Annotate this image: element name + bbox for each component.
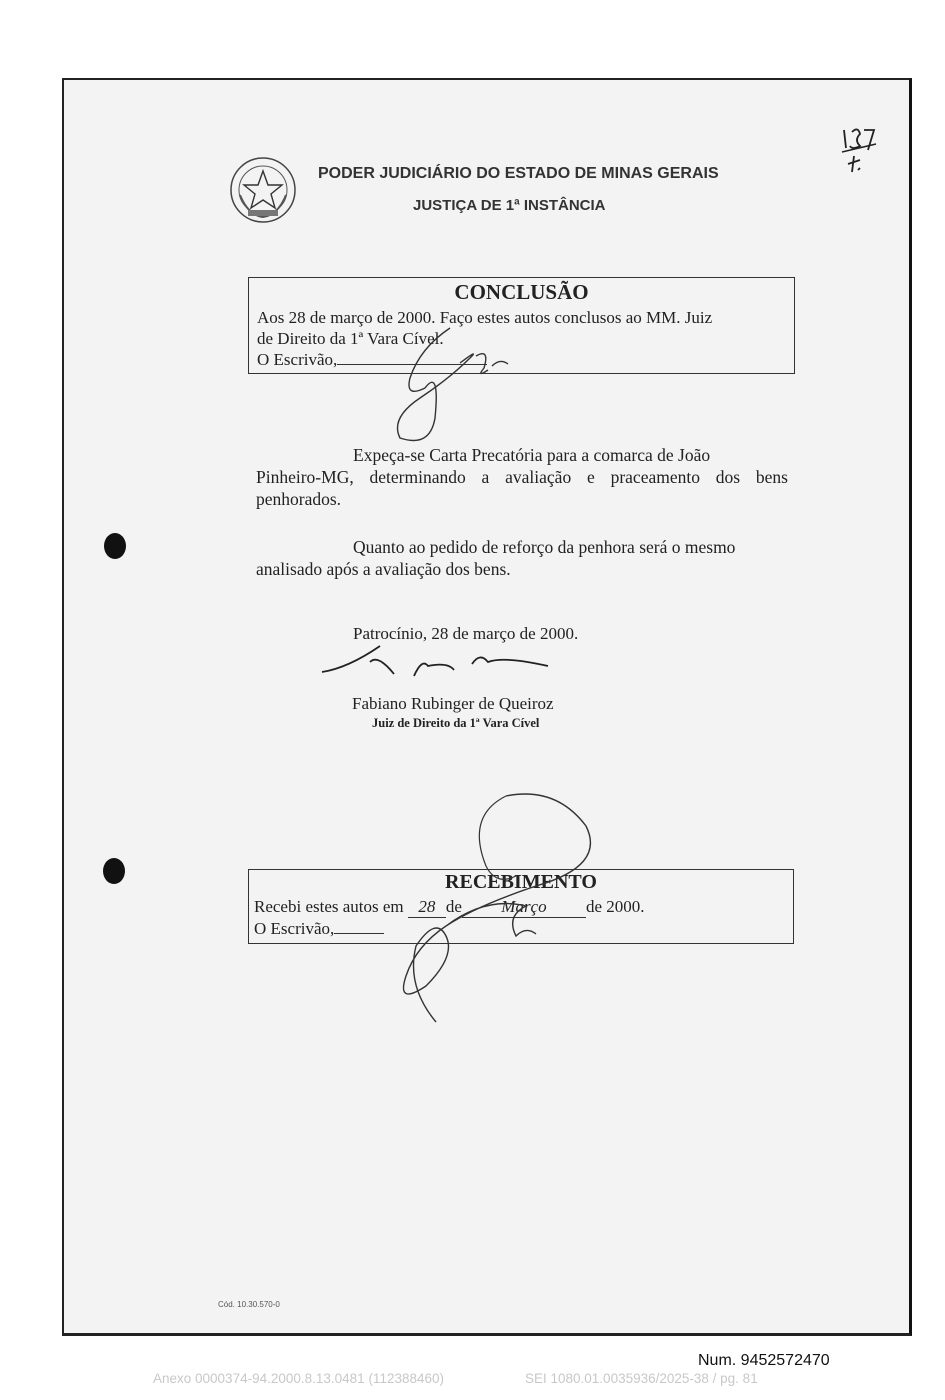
header-instance: JUSTIÇA DE 1ª INSTÂNCIA: [413, 197, 606, 214]
order-paragraph-1: Expeça-se Carta Precatória para a comarca de João Pinheiro-MG, determinando a avaliação e praceamento dos bens penhorados.: [256, 445, 788, 509]
conclusao-title: CONCLUSÃO: [454, 280, 589, 304]
signature-line: [334, 933, 384, 934]
signature-line: [337, 364, 487, 365]
form-code: Cód. 10.30.570-0: [218, 1300, 280, 1309]
judge-name: Fabiano Rubinger de Queiroz: [352, 694, 554, 713]
recebimento-escrivao: O Escrivão,: [254, 919, 384, 939]
conclusao-escrivao: O Escrivão,: [257, 350, 487, 370]
punch-hole-upper: [104, 533, 126, 559]
document-number: Num. 9452572470: [698, 1352, 830, 1369]
recebimento-line-1: Recebi estes autos em 28 de Março de 2000.: [254, 897, 645, 916]
order-paragraph-2: Quanto ao pedido de reforço da penhora será o mesmo analisado após a avaliação dos bens.: [256, 537, 736, 579]
place-and-date: Patrocínio, 28 de março de 2000.: [353, 624, 579, 643]
received-month: Março: [462, 897, 586, 918]
footer-sei: SEI 1080.01.0035936/2025-38 / pg. 81: [525, 1371, 758, 1386]
recebimento-title: RECEBIMENTO: [445, 871, 597, 893]
received-day: 28: [408, 897, 446, 918]
conclusao-box: [248, 277, 795, 374]
handwritten-page-number: [838, 120, 888, 180]
coat-of-arms-seal: [228, 155, 298, 225]
judge-role: Juiz de Direito da 1ª Vara Cível: [372, 716, 540, 730]
conclusao-line-2: de Direito da 1ª Vara Cível.: [257, 329, 444, 348]
recebimento-box: [248, 869, 794, 944]
punch-hole-lower: [103, 858, 125, 884]
conclusao-line-1: Aos 28 de março de 2000. Faço estes autos conclusos ao MM. Juiz: [257, 308, 713, 327]
footer-annex: Anexo 0000374-94.2000.8.13.0481 (112388460): [153, 1371, 445, 1386]
header-court-name: PODER JUDICIÁRIO DO ESTADO DE MINAS GERAIS: [318, 165, 719, 182]
